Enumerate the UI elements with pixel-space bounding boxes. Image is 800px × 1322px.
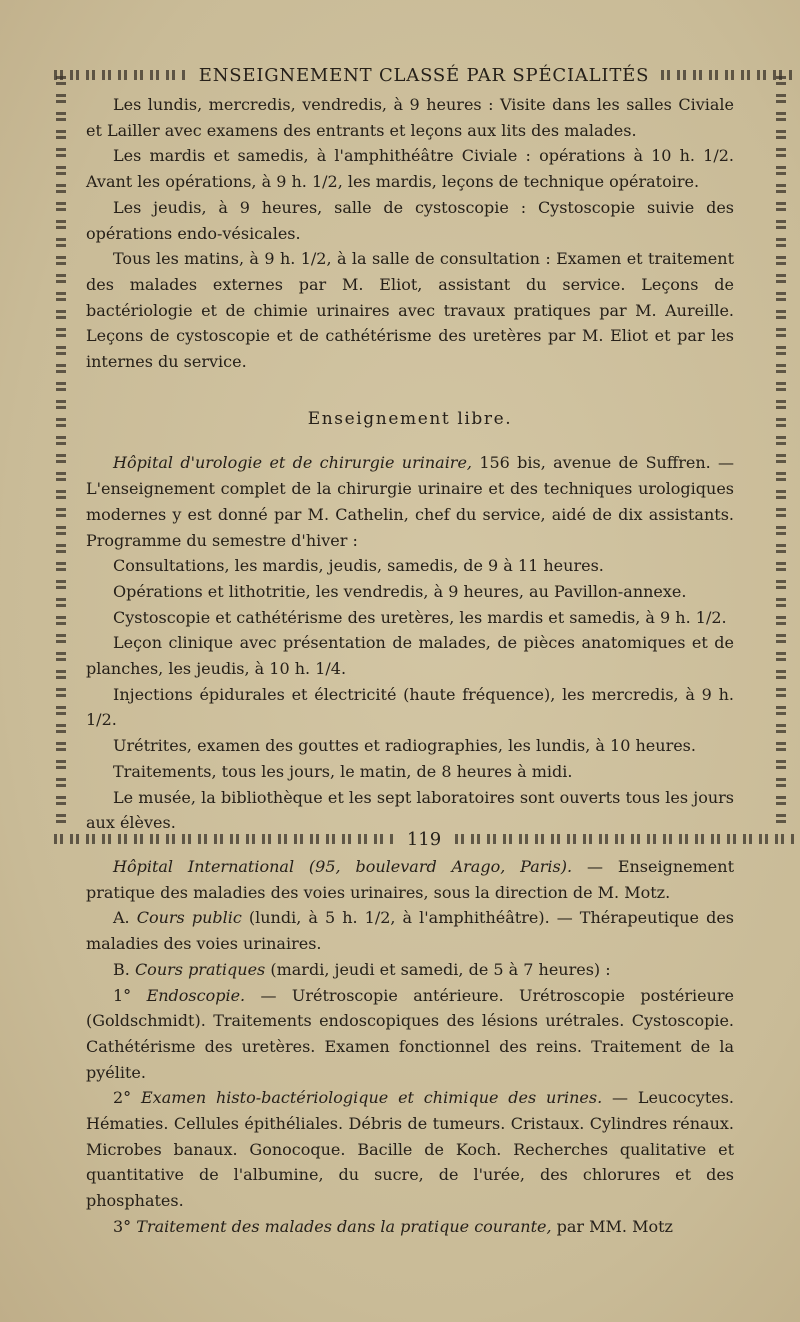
course-text: par MM. Motz: [551, 1216, 673, 1236]
intro-text: — Enseignement pratique des maladies des voies urinaires, sous la direction de M. Motz.: [86, 856, 734, 902]
hopital-international-intro: [86, 854, 734, 905]
ornament-right: [661, 70, 794, 80]
hopital-urologie-intro: [86, 450, 734, 553]
paragraph: Les mardis et samedis, à l'amphithéâtre Civiale : opérations à 10 h. 1/2. Avant les opérations, à 9 h. 1/2, les mardis, leçons de technique opératoire.: [86, 146, 734, 192]
course-b: [86, 957, 734, 983]
intro-text: 156 bis, avenue de Suffren. — L'enseignement complet de la chirurgie urinaire et des techniques urologiques modernes y est donné par M. Cathelin, chef du service, aidé de dix assistants. Programme du semestre d'hiver :: [86, 453, 735, 550]
course-title: Examen histo-bactériologique et chimique des urines.: [141, 1088, 603, 1108]
list-item: Consultations, les mardis, jeudis, samedis, de 9 à 11 heures.: [113, 556, 604, 576]
list-item: Opérations et lithotritie, les vendredis, à 9 heures, au Pavillon-annexe.: [113, 581, 687, 601]
list-item: Injections épidurales et électricité (haute fréquence), les mercredis, à 9 h. 1/2.: [86, 684, 734, 730]
list-item: Traitements, tous les jours, le matin, de 8 heures à midi.: [113, 761, 573, 781]
list-marker: 1°: [113, 985, 147, 1005]
paragraph: Les lundis, mercredis, vendredis, à 9 heures : Visite dans les salles Civiale et Lailler avec examens des entrants et leçons aux lits des malades.: [86, 95, 734, 140]
ornament-left: [54, 834, 393, 844]
paragraph: Les jeudis, à 9 heures, salle de cystoscopie : Cystoscopie suivie des opérations endo-vésicales.: [86, 197, 734, 243]
list-marker: A.: [113, 908, 137, 928]
course-item-3: [86, 1214, 734, 1240]
course-text: — Urétroscopie antérieure. Urétroscopie postérieure (Goldschmidt). Traitements endoscopiques des lésions urétrales. Cystoscopie. Cathétérisme des uretères. Examen fonctionnel des reins. Traitement de la pyélite.: [86, 985, 735, 1082]
footer-ornament-band: [54, 826, 794, 852]
course-title: Traitement des malades dans la pratique courante,: [136, 1216, 552, 1236]
list-item: Le musée, la bibliothèque et les sept laboratoires sont ouverts tous les jours aux élèves.: [86, 787, 734, 833]
header-ornament-band: [54, 62, 794, 88]
running-header: ENSEIGNEMENT CLASSÉ PAR SPÉCIALITÉS: [198, 64, 650, 86]
right-ornament-border: [776, 76, 786, 832]
institution-name: Hôpital International: [113, 856, 295, 876]
course-text: (lundi, à 5 h. 1/2, à l'amphithéâtre). — Thérapeutique des maladies des voies urinaires.: [86, 908, 735, 954]
institution-name: Hôpital d'urologie et de chirurgie urinaire,: [113, 453, 473, 473]
list-marker: 3°: [113, 1216, 137, 1236]
page-number: 119: [406, 828, 442, 850]
institution-address: (95, boulevard Arago, Paris).: [294, 856, 573, 876]
course-title: Cours public: [136, 908, 242, 928]
list-marker: B.: [113, 959, 135, 979]
course-title: Endoscopie.: [146, 985, 246, 1005]
page-body: [86, 92, 734, 1240]
list-marker: 2°: [113, 1088, 141, 1108]
list-item: Urétrites, examen des gouttes et radiographies, les lundis, à 10 heures.: [113, 736, 696, 756]
course-item-2: [86, 1085, 734, 1214]
course-item-1: [86, 983, 734, 1086]
ornament-left: [54, 70, 187, 80]
list-item: Cystoscopie et cathétérisme des uretères, les mardis et samedis, à 9 h. 1/2.: [113, 607, 727, 627]
paragraph: Tous les matins, à 9 h. 1/2, à la salle de consultation : Examen et traitement des malades externes par M. Eliot, assistant du service. Leçons de bactériologie et de chimie urinaires avec travaux pratiques par M. Aureille. Leçons de cystoscopie et de cathétérisme des uretères par M. Eliot et par les internes du service.: [86, 249, 734, 372]
course-text: — Leucocytes. Hématies. Cellules épithéliales. Débris de tumeurs. Cristaux. Cylindres rénaux. Microbes banaux. Gonocoque. Bacille de Koch. Recherches qualitative et quantitative de l'albumine, du sucre, de l'urée, des chlorures et des phosphates.: [86, 1088, 735, 1211]
course-title: Cours pratiques: [134, 959, 266, 979]
section-heading: Enseignement libre.: [307, 408, 513, 429]
course-a: [86, 905, 734, 956]
left-ornament-border: [56, 76, 66, 832]
ornament-right: [455, 834, 794, 844]
course-text: (mardi, jeudi et samedi, de 5 à 7 heures) :: [265, 959, 611, 979]
list-item: Leçon clinique avec présentation de malades, de pièces anatomiques et de planches, les jeudis, à 10 h. 1/4.: [86, 633, 734, 679]
